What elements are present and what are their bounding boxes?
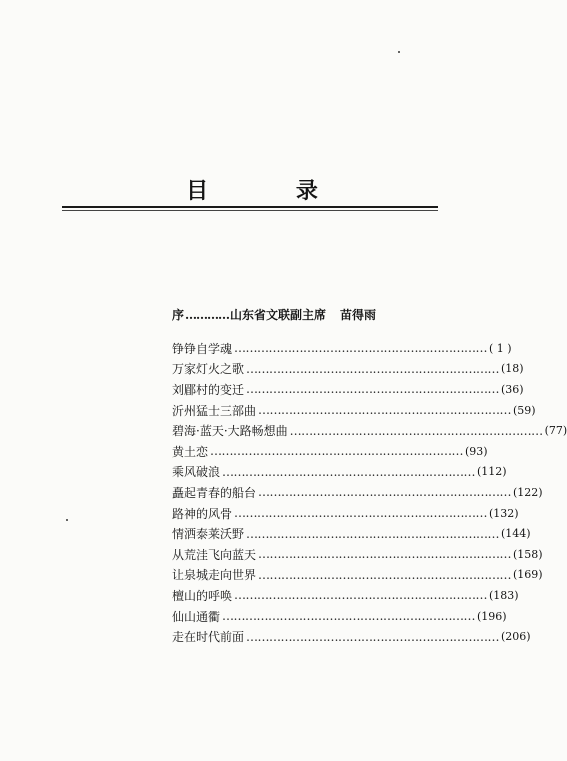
- toc-entry-title: 万家灯火之歌: [172, 362, 245, 377]
- toc-entry-title: 走在时代前面: [172, 630, 245, 645]
- toc-entry-title: 铮铮自学魂: [172, 341, 233, 356]
- toc-entry-page: (77): [544, 424, 567, 438]
- toc-entry: [172, 585, 519, 606]
- toc-entry: [172, 462, 507, 483]
- toc-leader-dots: …………………………………………………………: [289, 423, 543, 438]
- table-of-contents: [172, 338, 567, 647]
- toc-entry-page: (59): [513, 403, 536, 417]
- toc-entry: [172, 482, 543, 503]
- toc-entry-title: 矗起青春的船台: [172, 485, 257, 500]
- page-title: 目 录: [186, 178, 358, 204]
- toc-entry: [172, 400, 536, 421]
- toc-entry-title: 情洒泰莱沃野: [172, 527, 245, 542]
- title-rule-thick: [62, 206, 438, 208]
- toc-entry: [172, 565, 543, 586]
- toc-entry-page: (158): [513, 547, 543, 561]
- toc-entry-page: (196): [477, 609, 507, 623]
- toc-leader-dots: …………………………………………………………: [258, 547, 512, 562]
- toc-entry-page: (144): [501, 527, 531, 541]
- toc-entry-title: 檀山的呼唤: [172, 588, 233, 603]
- toc-entry: [172, 338, 512, 359]
- toc-leader-dots: …………………………………………………………: [258, 567, 512, 582]
- toc-leader-dots: …………………………………………………………: [246, 361, 500, 376]
- preface-label: 序: [172, 308, 185, 322]
- toc-leader-dots: …………………………………………………………: [234, 341, 488, 356]
- paper-speck: [398, 51, 400, 53]
- toc-entry-page: (18): [501, 362, 524, 376]
- toc-entry: [172, 420, 567, 441]
- preface-line: [172, 306, 442, 323]
- toc-entry-page: (183): [489, 588, 519, 602]
- toc-entry: [172, 441, 488, 462]
- toc-entry-page: (169): [513, 568, 543, 582]
- toc-entry: [172, 359, 524, 380]
- toc-leader-dots: …………………………………………………………: [222, 609, 476, 624]
- toc-entry-title: 沂州猛士三部曲: [172, 403, 257, 418]
- title-rule-thin: [62, 210, 438, 211]
- toc-entry-title: 让泉城走向世界: [172, 568, 257, 583]
- toc-entry: [172, 606, 507, 627]
- toc-leader-dots: …………………………………………………………: [258, 485, 512, 500]
- toc-entry-title: 刘郿村的变迁: [172, 382, 245, 397]
- toc-leader-dots: …………………………………………………………: [222, 464, 476, 479]
- toc-entry: [172, 626, 531, 647]
- toc-entry-page: ( 1 ): [489, 341, 512, 355]
- toc-entry-title: 仙山通衢: [172, 609, 221, 624]
- toc-leader-dots: …………………………………………………………: [234, 588, 488, 603]
- toc-entry: [172, 503, 519, 524]
- preface-author-title: 山东省文联副主席: [230, 308, 327, 322]
- toc-entry-page: (36): [501, 382, 524, 396]
- toc-entry-page: (206): [501, 630, 531, 644]
- toc-entry-page: (112): [477, 465, 507, 479]
- toc-entry-title: 黄土恋: [172, 444, 209, 459]
- toc-leader-dots: …………………………………………………………: [246, 526, 500, 541]
- toc-entry-page: (93): [465, 444, 488, 458]
- toc-entry-page: (122): [513, 485, 543, 499]
- toc-leader-dots: …………………………………………………………: [234, 506, 488, 521]
- toc-leader-dots: …………………………………………………………: [246, 629, 500, 644]
- paper-speck: [66, 519, 68, 521]
- preface-author-name: 苗得雨: [340, 308, 377, 322]
- toc-entry: [172, 379, 524, 400]
- preface-leader: …………: [185, 308, 230, 322]
- toc-entry-title: 路神的风骨: [172, 506, 233, 521]
- toc-entry-title: 乘风破浪: [172, 465, 221, 480]
- toc-leader-dots: …………………………………………………………: [258, 403, 512, 418]
- toc-entry: [172, 523, 531, 544]
- toc-leader-dots: …………………………………………………………: [210, 444, 464, 459]
- toc-entry-title: 碧海·蓝天·大路畅想曲: [172, 424, 288, 439]
- toc-leader-dots: …………………………………………………………: [246, 382, 500, 397]
- toc-entry-title: 从荒洼飞向蓝天: [172, 547, 257, 562]
- toc-entry: [172, 544, 543, 565]
- toc-entry-page: (132): [489, 506, 519, 520]
